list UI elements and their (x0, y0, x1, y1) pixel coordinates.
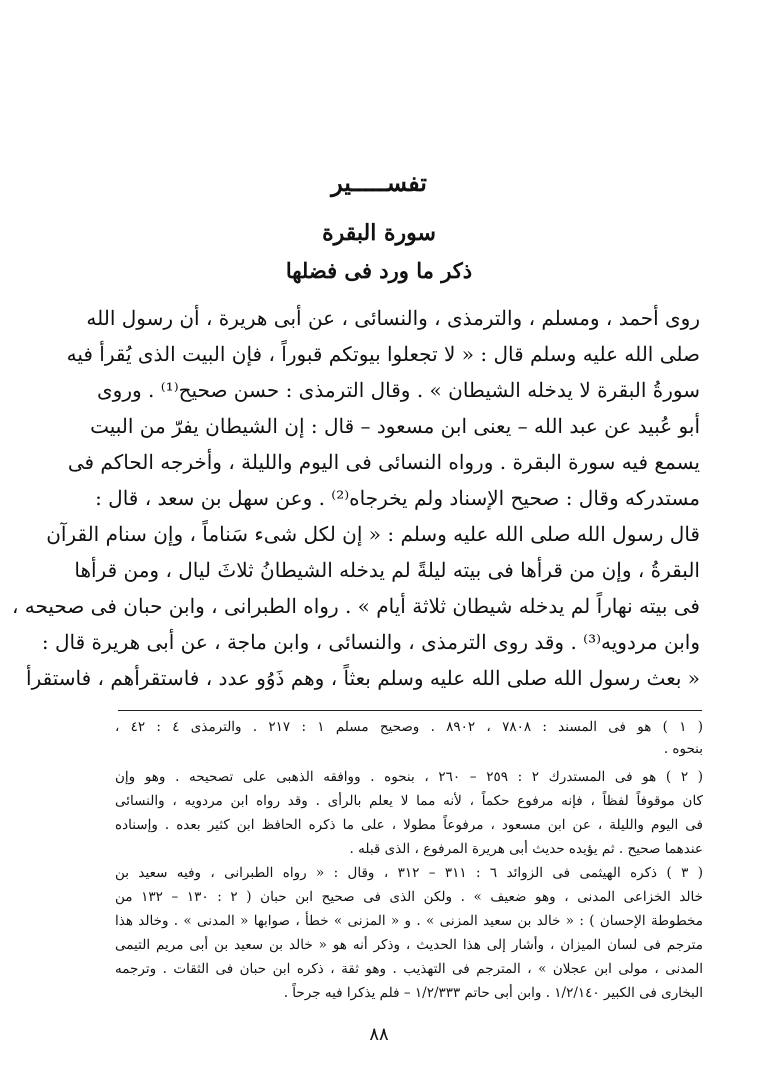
text-line: مستدركه وقال : صحيح الإسناد ولم يخرجاه⁽²⁾ . وعن سهل بن سعد ، قال : (95, 486, 700, 510)
footnote-line: كان موقوفاً لفظاً ، فإنه مرفوع حكماً ، لأنه مما لا يعلم بالرأى . وقد رواه ابن مردويه ، والنسائى (115, 793, 703, 809)
footnote-line: خالد الخزاعى المدنى ، وهو ضعيف » . ولكن الذى فى صحيح ابن حبان ( ٢ : ١٣٠ – ١٣٢ من (115, 889, 703, 905)
footnote-line: مخطوطة الإحسان ) : « خالد بن سعيد المزنى » . و « المزنى » خطأ ، صوابها « المدنى » . وخالد هذا (115, 913, 703, 929)
footnote-line: عندهما صحيح . ثم يؤيده حديث أبى هريرة المرفوع ، الذى قبله . (349, 841, 703, 857)
footnote-line: ( ٢ ) هو فى المستدرك ٢ : ٢٥٩ – ٢٦٠ ، بنحوه . ووافقه الذهبى على تصحيحه . وهو وإن (115, 769, 703, 785)
footnote-line: مترجم فى لسان الميزان ، وأشار إلى هذا الحديث ، وذكر أنه هو « خالد بن سعيد بن أبى مريم التيمى (115, 937, 703, 953)
text-line: فى بيته نهاراً لم يدخله شيطان ثلاثة أيام » . رواه الطبرانى ، وابن حبان فى صحيحه ، (11, 594, 700, 618)
footnote-line: البخارى فى الكبير ١/٢/١٤٠ . وابن أبى حاتم ١/٢/٣٣٣ – فلم يذكرا فيه جرحاً . (283, 985, 703, 1001)
surah-title: سورة البقرة (322, 220, 436, 246)
text-line: صلى الله عليه وسلم قال : « لا تجعلوا بيوتكم قبوراً ، فإن البيت الذى يُقرأ فيه (66, 342, 700, 366)
text-line: « بعث رسول الله صلى الله عليه وسلم بعثاً ، وهم ذَوُو عدد ، فاستقرأهم ، فاستقرأ (26, 666, 700, 690)
page-number: ٨٨ (369, 1024, 389, 1045)
text-line: روى أحمد ، ومسلم ، والترمذى ، والنسائى ، عن أبى هريرة ، أن رسول الله (86, 306, 700, 330)
footnote-line: ( ٣ ) ذكره الهيثمى فى الزوائد ٦ : ٣١١ – ٣١٢ ، وقال : « رواه الطبرانى ، وفيه سعيد بن (115, 865, 704, 881)
footnote-line: المدنى ، مولى ابن عجلان » ، المترجم فى التهذيب . وهو ثقة ، ذكره ابن حبان فى الثقات . وترجمه (115, 961, 703, 977)
footnote-line: ( ١ ) هو فى المسند : ٧٨٠٨ ، ٨٩٠٢ . وصحيح مسلم ١ : ٢١٧ . والترمذى ٤ : ٤٢ ، (115, 719, 703, 735)
text-line: سورةُ البقرة لا يدخله الشيطان » . وقال الترمذى : حسن صحيح⁽¹⁾ . وروى (97, 378, 700, 402)
text-line: قال رسول الله صلى الله عليه وسلم : « إن لكل شىء سَناماً ، وإن سنام القرآن (46, 522, 700, 546)
section-title: ذكر ما ورد فى فضلها (285, 258, 473, 283)
text-line: البقرةُ ، وإن من قرأها فى بيته ليلةً لم يدخله الشيطانُ ثلاثَ ليال ، ومن قرأها (74, 558, 700, 582)
chapter-title: تفســـــير (331, 168, 427, 197)
text-line: أبو عُبيد عن عبد الله – يعنى ابن مسعود – قال : إن الشيطان يفرّ من البيت (90, 414, 700, 438)
text-line: يسمع فيه سورة البقرة . ورواه النسائى فى اليوم والليلة ، وأخرجه الحاكم فى (67, 450, 700, 474)
footnote-line: فى اليوم والليلة ، عن ابن مسعود ، مرفوعاً مطولا ، على ما ذكره الحافظ ابن كثير بعده . وإسناده (115, 817, 703, 833)
text-line: وابن مردويه⁽³⁾ . وقد روى الترمذى ، والنسائى ، وابن ماجة ، عن أبى هريرة قال : (41, 630, 700, 654)
footnote-line: بنحوه . (663, 741, 703, 757)
footnote-divider (118, 710, 702, 711)
